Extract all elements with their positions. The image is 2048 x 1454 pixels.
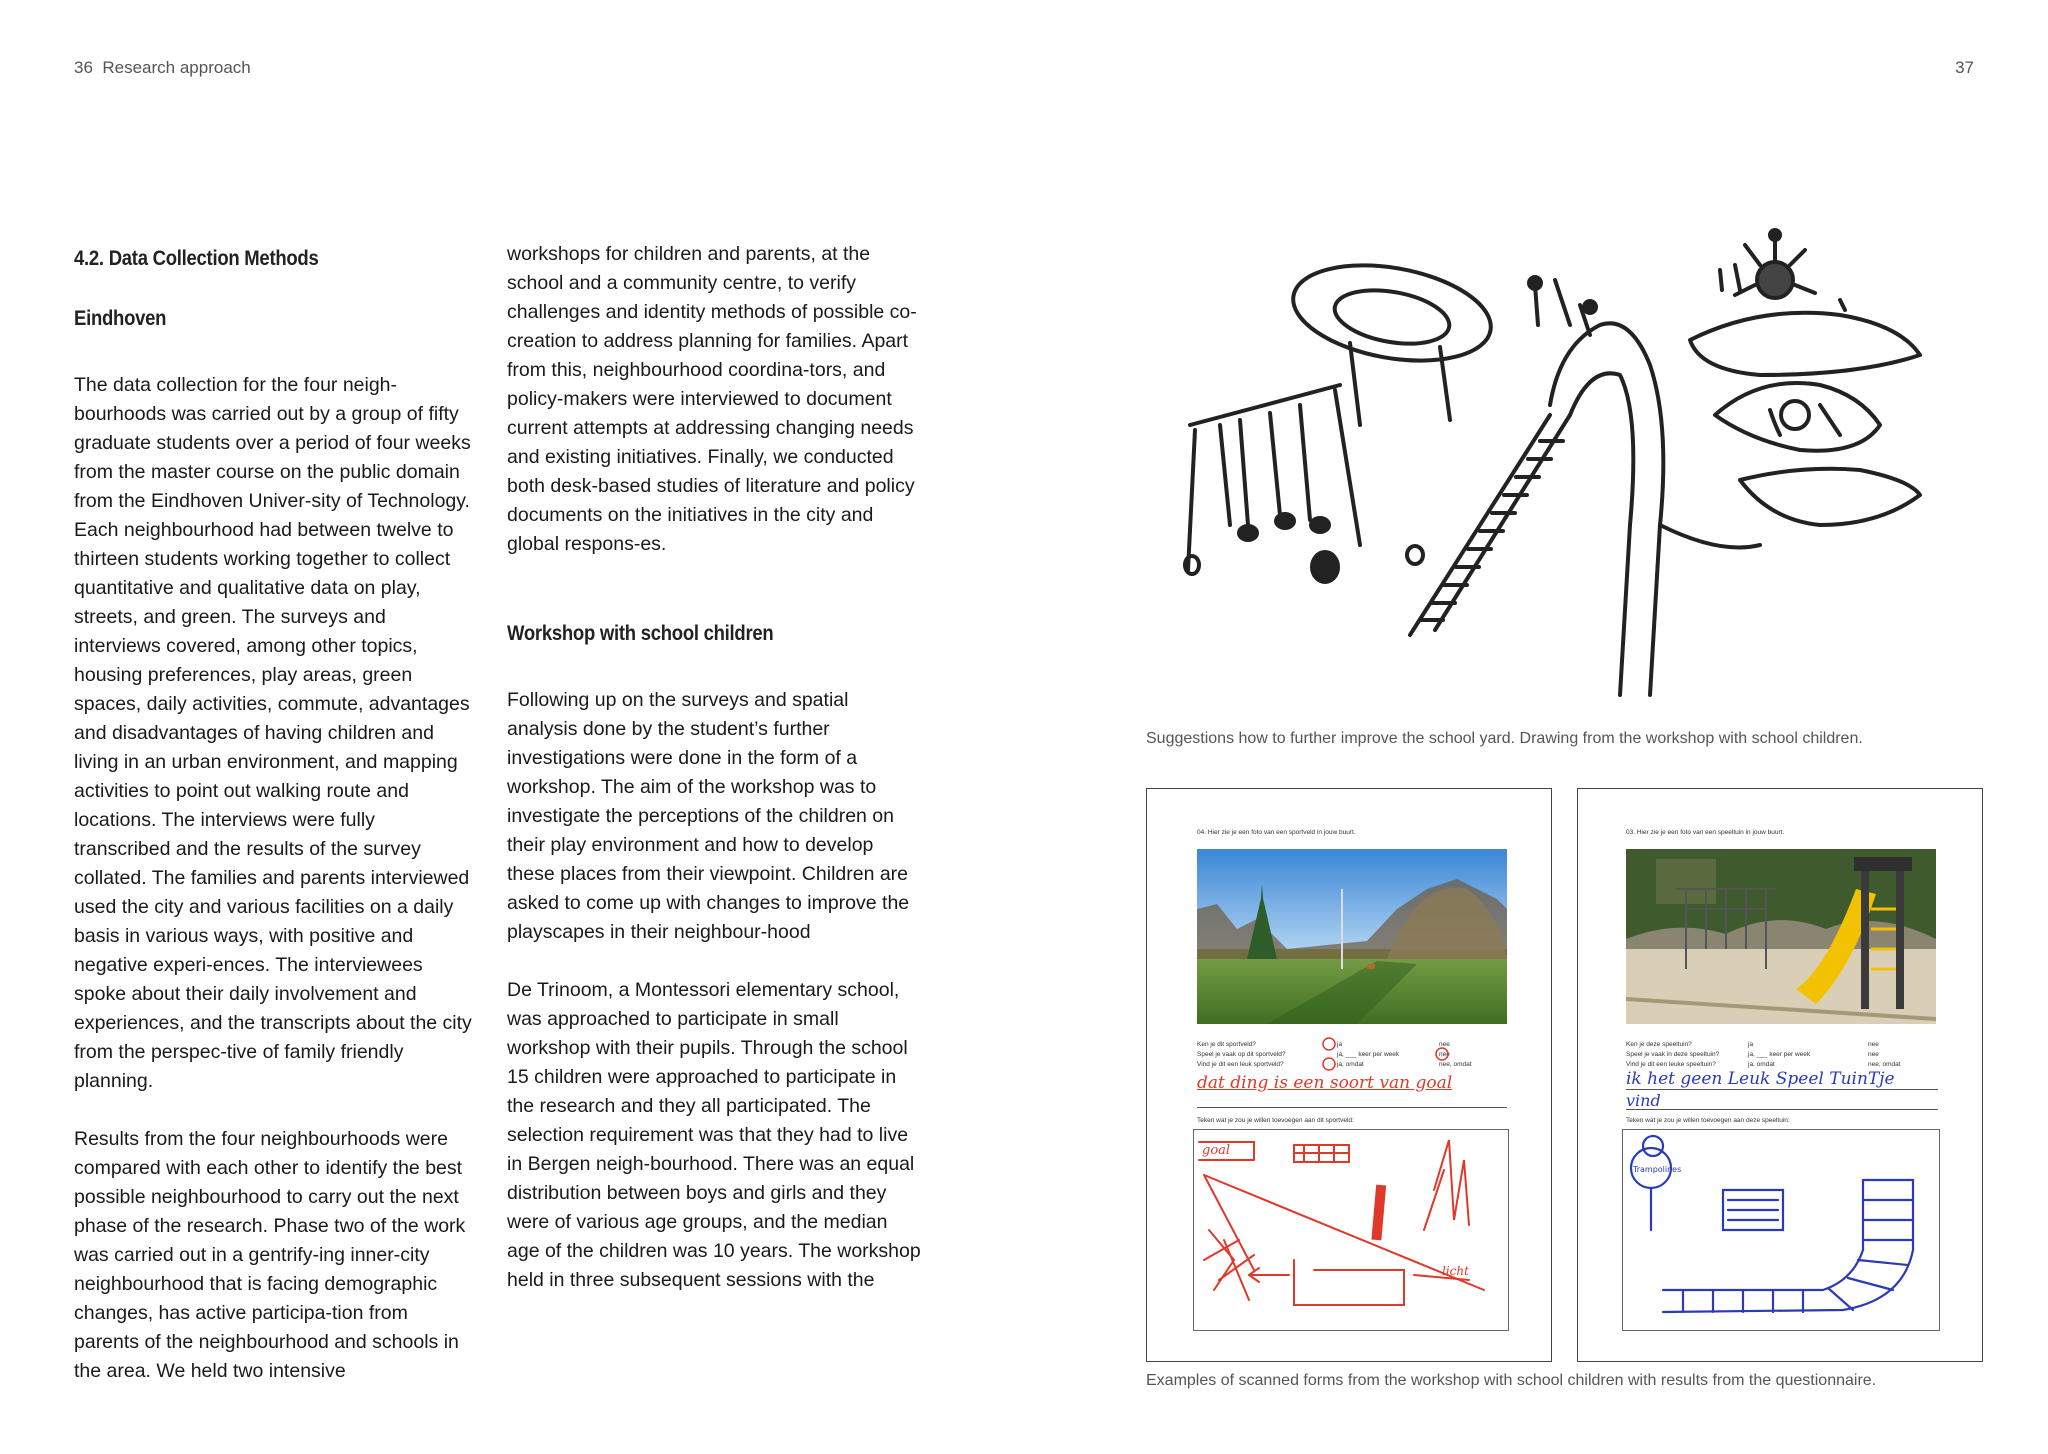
form-prompt: 04. Hier zie je een foto van een sportveld in jouw buurt.	[1197, 829, 1356, 836]
answer-line	[1626, 1109, 1938, 1110]
answer-circles	[1317, 1035, 1457, 1075]
paragraph: Results from the four neighbourhoods were compared with each other to identify the best possible neighbourhood to carry out the next phase of the research. Phase two of the work was carried out in a gentrify-ing inner-city neighbourhood that is facing demographic changes, has active participa-tion from parents of the neighbourhood and schools in the area. We held two intensive	[74, 1128, 466, 1382]
form-option: ja, ___ keer per week	[1337, 1051, 1400, 1058]
text-column-left	[74, 240, 474, 1386]
form-question: Ken je deze speeltuin?	[1626, 1041, 1692, 1048]
running-header-left	[74, 58, 251, 78]
form-option: ja	[1337, 1041, 1343, 1048]
form-draw-prompt: Teken wat je zou je willen toevoegen aan deze speeltuin:	[1626, 1117, 1790, 1124]
form-option: nee, omdat	[1868, 1061, 1901, 1068]
form-question: Speel je vaak op dit sportveld?	[1197, 1051, 1286, 1058]
scanned-form-sportsfield	[1146, 788, 1552, 1362]
sketch-label: goal	[1202, 1143, 1231, 1158]
subsection-heading-workshop: Workshop with school children	[507, 621, 774, 645]
form-question: Ken je dit sportveld?	[1197, 1041, 1256, 1048]
answer-line	[1197, 1107, 1507, 1108]
swing-top-bar	[1190, 385, 1340, 425]
form-draw-prompt: Teken wat je zou je willen toevoegen aan dit sportveld:	[1197, 1117, 1354, 1124]
child-drawing-playground	[1160, 225, 1960, 705]
form-option: ja, omdat	[1337, 1061, 1364, 1068]
form-prompt: 03. Hier zie je een foto van een speeltuin in jouw buurt.	[1626, 829, 1785, 836]
form-option: nee	[1868, 1041, 1879, 1048]
handwritten-answer: dat ding is een soort van goal	[1197, 1073, 1453, 1093]
paragraph: workshops for children and parents, at the school and a community centre, to verify challenges and identity methods of possible co-creation to address planning for families. Apart from this, neighbourhood coordina-tors, and policy-makers were interviewed to document current attempts at addressing changing needs and existing initiatives. Finally, we conducted both desk-based studies of literature and policy documents on the initiatives in the city and global respons-es.	[507, 243, 917, 555]
section-title: Research approach	[102, 58, 251, 77]
form-option: nee	[1439, 1051, 1450, 1058]
blue-child-sketch	[1623, 1130, 1939, 1330]
section-heading: 4.2. Data Collection Methods	[74, 246, 319, 270]
handwritten-answer: ik het geen Leuk Speel TuinTje	[1626, 1069, 1895, 1089]
photo-sportsfield	[1197, 849, 1507, 1024]
photo-playground	[1626, 849, 1936, 1024]
handwritten-answer: vind	[1626, 1091, 1661, 1110]
form-question: Vind je dit een leuke speeltuin?	[1626, 1061, 1716, 1068]
paragraph: Following up on the surveys and spatial analysis done by the student’s further investigations were done in the form of a workshop. The aim of the workshop was to investigate the perceptions of the children on their play environment and how to develop these places from their viewpoint. Children are asked to come up with changes to improve the playscapes in their neighbour-hood	[507, 689, 910, 943]
form-option: nee, omdat	[1439, 1061, 1472, 1068]
sketch-label: licht	[1442, 1264, 1469, 1278]
form-question: Speel je vaak in deze speeltuin?	[1626, 1051, 1720, 1058]
figure-caption-forms: Examples of scanned forms from the workshop with school children with results from the questionnaire.	[1146, 1372, 1877, 1389]
red-child-sketch	[1194, 1130, 1508, 1330]
sketch-label: Trampolines	[1633, 1165, 1682, 1174]
subsection-heading-eindhoven: Eindhoven	[74, 306, 167, 330]
page-number-left: 36	[74, 58, 93, 77]
form-option: nee	[1868, 1051, 1879, 1058]
drawing-box	[1622, 1129, 1940, 1331]
form-option: nee	[1439, 1041, 1450, 1048]
figure-caption-drawing: Suggestions how to further improve the school yard. Drawing from the workshop with school children.	[1146, 730, 1863, 747]
drawing-box	[1193, 1129, 1509, 1331]
text-column-right	[507, 240, 922, 1295]
form-option: ja	[1748, 1041, 1754, 1048]
form-option: ja, ___ keer per week	[1748, 1051, 1811, 1058]
form-question: Vind je dit een leuk sportveld?	[1197, 1061, 1284, 1068]
scanned-form-playground	[1577, 788, 1983, 1362]
page-number-right: 37	[1955, 58, 1974, 77]
form-option: ja, omdat	[1748, 1061, 1775, 1068]
paragraph: The data collection for the four neigh-bourhoods was carried out by a group of fifty graduate students over a period of four weeks from the master course on the public domain from the Eindhoven Univer-sity of Technology. Each neighbourhood had between twelve to thirteen students working together to collect quantitative and qualitative data on play, streets, and green. The surveys and interviews covered, among other topics, housing preferences, play areas, green spaces, daily activities, commute, advantages and disadvantages of having children and living in an urban environment, and mapping activities to point out walking route and locations. The interviews were fully transcribed and the results of the survey collated. The families and parents interviewed used the city and various facilities on a daily basis in various ways, with positive and negative experi-ences. The interviewees spoke about their daily involvement and experiences, and the transcripts about the city from the perspec-tive of family friendly planning.	[74, 374, 472, 1092]
paragraph: De Trinoom, a Montessori elementary school, was approached to participate in small workshop with their pupils. Through the school 15 children were approached to participate in the research and they all participated. The selection requirement was that they had to live in Bergen neigh-bourhood. There was an equal distribution between boys and girls and they were of various age groups, and the median age of the children was 10 years. The workshop held in three subsequent sessions with the	[507, 979, 921, 1291]
answer-line	[1626, 1089, 1938, 1090]
